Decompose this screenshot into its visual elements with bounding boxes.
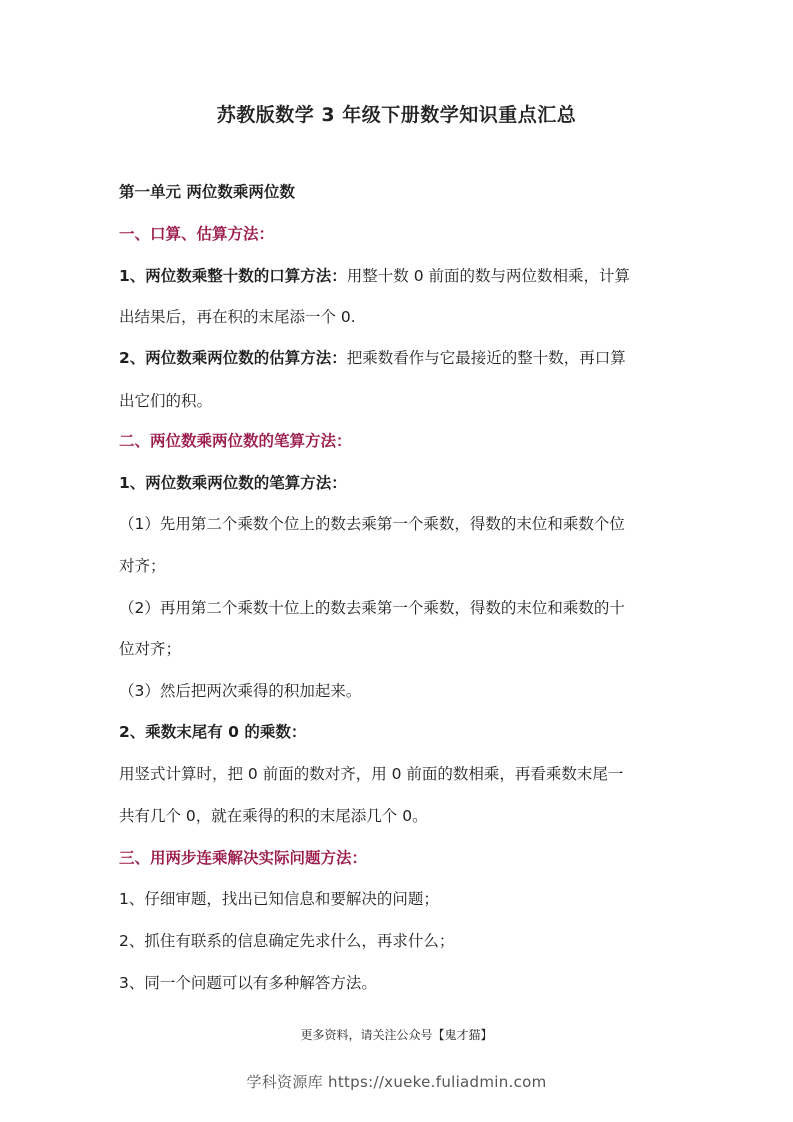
section2-item2-label: 2、乘数末尾有 0 的乘数： xyxy=(119,723,307,741)
section1-item2-label: 2、两位数乘两位数的估算方法： xyxy=(119,349,347,367)
section-heading-1: 一、口算、估算方法： xyxy=(119,225,275,243)
section1-item1-line1 xyxy=(119,265,679,287)
section2-step3: （3）然后把两次乘得的积加起来。 xyxy=(119,682,362,700)
section-heading-2: 二、两位数乘两位数的笔算方法： xyxy=(119,432,352,450)
section2-step1-line1: （1）先用第二个乘数个位上的数去乘第一个乘数，得数的末位和乘数个位 xyxy=(119,515,625,533)
section1-item2-text: 把乘数看作与它最接近的整十数，再口算 xyxy=(346,349,626,367)
unit-title: 第一单元 两位数乘两位数 xyxy=(119,183,295,201)
watermark: 学科资源库 https://xueke.fuliadmin.com xyxy=(246,1073,547,1091)
footer-note: 更多资料，请关注公众号【鬼才猫】 xyxy=(300,1028,493,1042)
section1-item1-text: 用整十数 0 前面的数与两位数相乘，计算 xyxy=(346,267,631,285)
section2-step1-line2: 对齐； xyxy=(119,557,166,575)
section2-item1-label: 1、两位数乘两位数的笔算方法： xyxy=(119,474,347,492)
section2-step2-line2: 位对齐； xyxy=(119,640,182,658)
section3-item2: 2、抓住有联系的信息确定先求什么，再求什么； xyxy=(119,932,455,950)
section-heading-3: 三、用两步连乘解决实际问题方法： xyxy=(119,849,368,867)
section2-item2-line1: 用竖式计算时，把 0 前面的数对齐，用 0 前面的数相乘，再看乘数末尾一 xyxy=(119,765,624,783)
section1-item1-line2: 出结果后，再在积的末尾添一个 0. xyxy=(119,308,356,326)
section1-item2-line1 xyxy=(119,347,679,369)
section3-item3: 3、同一个问题可以有多种解答方法。 xyxy=(119,974,377,992)
section1-item2-line2: 出它们的积。 xyxy=(119,392,213,410)
section3-item1: 1、仔细审题，找出已知信息和要解决的问题； xyxy=(119,890,439,908)
section2-item2-line2: 共有几个 0，就在乘得的积的末尾添几个 0。 xyxy=(119,807,428,825)
page-title: 苏教版数学 3 年级下册数学知识重点汇总 xyxy=(216,104,577,126)
section2-step2-line1: （2）再用第二个乘数十位上的数去乘第一个乘数，得数的末位和乘数的十 xyxy=(119,599,625,617)
section1-item1-label: 1、两位数乘整十数的口算方法： xyxy=(119,267,347,285)
